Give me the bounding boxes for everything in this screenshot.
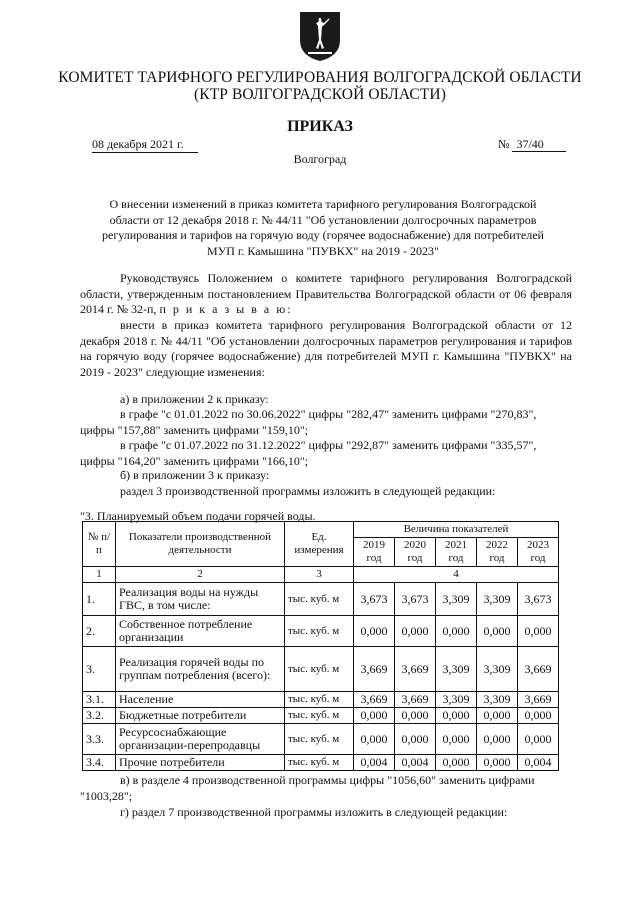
column-number: 4 (354, 567, 559, 583)
row-unit: тыс. куб. м (285, 692, 354, 708)
row-value: 0,000 (354, 616, 395, 647)
document-city: Волгоград (293, 152, 347, 166)
row-value: 3,669 (354, 692, 395, 708)
document-type: ПРИКАЗ (287, 118, 353, 135)
row-unit: тыс. куб. м (285, 708, 354, 724)
item-g: г) раздел 7 производственной программы изложить в следующей редакции: (120, 805, 508, 819)
table-row (83, 755, 559, 771)
row-value: 0,000 (477, 708, 518, 724)
item-a2-line2: цифры "164,20" заменить цифрами "166,10"; (80, 454, 309, 468)
table-row (83, 708, 559, 724)
column-number: 1 (83, 567, 116, 583)
row-value: 0,000 (395, 708, 436, 724)
header-indicators: Показатели производственной деятельности (116, 522, 285, 567)
document-number (498, 137, 566, 152)
row-value: 0,004 (518, 755, 559, 771)
table-row (83, 647, 559, 692)
document-date: 08 декабря 2021 г. (92, 137, 198, 153)
row-num: 3.2. (83, 708, 116, 724)
row-value: 3,673 (354, 583, 395, 616)
row-value: 3,309 (477, 692, 518, 708)
table-row (83, 724, 559, 755)
header-value: Величина показателей (354, 522, 559, 538)
organization-name: КОМИТЕТ ТАРИФНОГО РЕГУЛИРОВАНИЯ ВОЛГОГРАДСКОЙ ОБЛАСТИ (58, 69, 582, 86)
row-value: 3,309 (477, 647, 518, 692)
table-caption: "3. Планируемый объем подачи горячей воды. (80, 509, 316, 523)
item-a2-line1: в графе "с 01.07.2022 по 31.12.2022" цифры "292,87" заменить цифрами "335,57", (120, 438, 537, 452)
row-value: 3,673 (395, 583, 436, 616)
order-word: п р и к а з ы в а ю: (159, 302, 293, 316)
table-row (83, 583, 559, 616)
row-value: 0,000 (354, 708, 395, 724)
row-value: 0,004 (395, 755, 436, 771)
row-unit: тыс. куб. м (285, 724, 354, 755)
row-num: 3.1. (83, 692, 116, 708)
number-label: № (498, 137, 510, 151)
row-name: Собственное потребление организации (116, 616, 285, 647)
table-row (83, 692, 559, 708)
year-cell: 2021 год (436, 538, 477, 567)
item-b: б) в приложении 3 к приказу: (120, 468, 270, 482)
row-unit: тыс. куб. м (285, 755, 354, 771)
document-subject: О внесении изменений в приказ комитета тарифного регулирования Волгоградской области от 12 декабря 2018 г. № 44/11 "Об установлении долгосрочных параметров регулирования и тарифов на горячую воду (горячее водоснабжение) для потребителей МУП г. Камышина "ПУВКХ" на 2019 - 2023" (102, 197, 544, 258)
row-name: Население (116, 692, 285, 708)
row-num: 2. (83, 616, 116, 647)
row-value: 3,669 (518, 692, 559, 708)
row-value: 3,669 (518, 647, 559, 692)
number-value: 37/40 (512, 137, 565, 152)
row-value: 0,000 (436, 755, 477, 771)
row-value: 0,000 (436, 708, 477, 724)
item-v-line2: "1003,28"; (80, 789, 133, 803)
row-value: 3,309 (436, 692, 477, 708)
column-number: 2 (116, 567, 285, 583)
row-value: 3,309 (477, 583, 518, 616)
row-value: 3,309 (436, 583, 477, 616)
item-a1-line1: в графе "с 01.01.2022 по 30.06.2022" цифры "282,47" заменить цифрами "270,83", (120, 407, 537, 421)
row-name: Ресурсоснабжающие организации-перепродавцы (116, 724, 285, 755)
column-number: 3 (285, 567, 354, 583)
row-value: 0,000 (518, 724, 559, 755)
row-value: 0,000 (395, 724, 436, 755)
header-num: № п/п (83, 522, 116, 567)
row-value: 3,309 (436, 647, 477, 692)
table-row (83, 616, 559, 647)
column-number-row (83, 567, 559, 583)
amendment-paragraph: внести в приказ комитета тарифного регулирования Волгоградской области от 12 декабря 2018 г. № 44/11 "Об установлении долгосрочных параметров регулирования и тарифов на горячую воду (горячее водоснабжение) для потребителей МУП г. Камышина "ПУВКХ" на 2019 - 2023" следующие изменения: (80, 318, 572, 379)
item-v-line1: в) в разделе 4 производственной программы цифры "1056,60" заменить цифрами (120, 773, 535, 787)
row-value: 0,000 (436, 724, 477, 755)
row-value: 0,000 (477, 616, 518, 647)
row-value: 0,000 (395, 616, 436, 647)
row-name: Бюджетные потребители (116, 708, 285, 724)
row-num: 3.4. (83, 755, 116, 771)
row-value: 0,000 (518, 708, 559, 724)
year-cell: 2020 год (395, 538, 436, 567)
row-value: 3,669 (395, 647, 436, 692)
row-value: 0,000 (518, 616, 559, 647)
row-value: 3,669 (395, 692, 436, 708)
item-a: а) в приложении 2 к приказу: (120, 392, 269, 406)
row-value: 3,673 (518, 583, 559, 616)
year-cell: 2023 год (518, 538, 559, 567)
row-num: 1. (83, 583, 116, 616)
item-b1: раздел 3 производственной программы изложить в следующей редакции: (120, 484, 496, 498)
row-value: 0,000 (477, 755, 518, 771)
table-header-row (83, 522, 559, 538)
row-name: Реализация воды на нужды ГВС, в том числе: (116, 583, 285, 616)
row-value: 0,000 (477, 724, 518, 755)
row-num: 3.3. (83, 724, 116, 755)
row-value: 0,000 (354, 724, 395, 755)
row-unit: тыс. куб. м (285, 647, 354, 692)
header-unit: Ед. измерения (285, 522, 354, 567)
year-cell: 2019 год (354, 538, 395, 567)
volgograd-coat-of-arms-icon (298, 10, 342, 62)
year-cell: 2022 год (477, 538, 518, 567)
item-a1-line2: цифры "157,88" заменить цифрами "159,10"; (80, 423, 309, 437)
row-value: 3,669 (354, 647, 395, 692)
hot-water-volume-table (82, 521, 559, 771)
row-value: 0,004 (354, 755, 395, 771)
row-unit: тыс. куб. м (285, 583, 354, 616)
intro-paragraph (80, 271, 572, 318)
row-name: Реализация горячей воды по группам потребления (всего): (116, 647, 285, 692)
row-num: 3. (83, 647, 116, 692)
row-value: 0,000 (436, 616, 477, 647)
organization-short-name: (КТР ВОЛГОГРАДСКОЙ ОБЛАСТИ) (194, 86, 446, 103)
row-name: Прочие потребители (116, 755, 285, 771)
intro-text: Руководствуясь Положением о комитете тарифного регулирования Волгоградской области, утвержденным постановлением Правительства Волгоградской области от 06 февраля 2014 г. № 32-п, (80, 271, 572, 316)
row-unit: тыс. куб. м (285, 616, 354, 647)
